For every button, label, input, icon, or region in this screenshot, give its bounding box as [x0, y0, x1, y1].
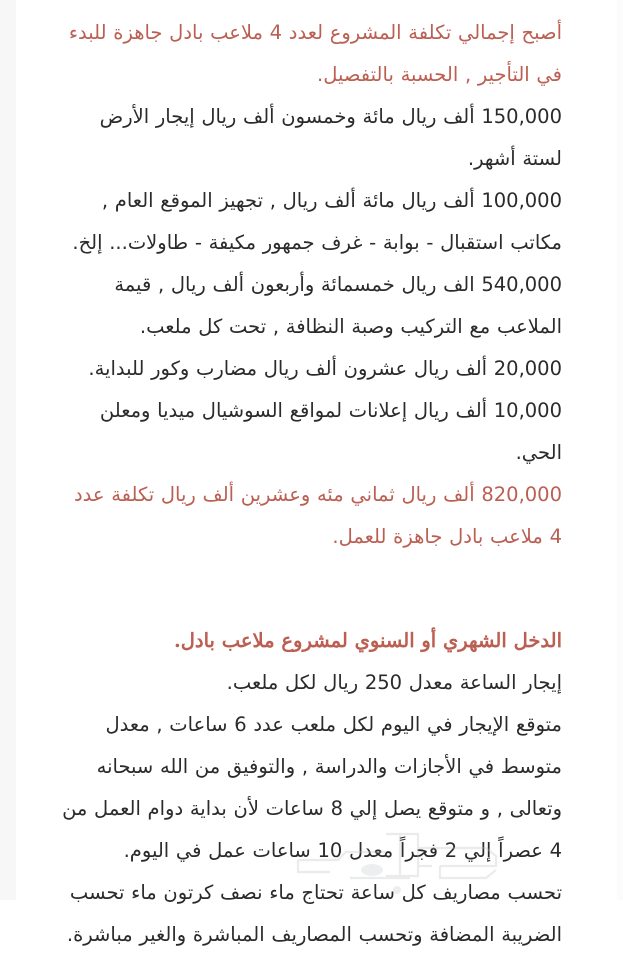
paragraph-cost-courts: 540,000 الف ريال خمسمائة وأربعون ألف ريال , قيمة الملاعب مع التركيب وصبة النظافة , تحت كل ملعب. [114, 273, 562, 338]
paragraph-cost-ads: 10,000 ألف ريال إعلانات لمواقع السوشيال ميديا ومعلن الحي. [99, 399, 562, 464]
paragraph-cost-land-rent: 150,000 ألف ريال مائة وخمسون ألف ريال إيجار الأرض لستة أشهر. [99, 105, 562, 170]
paragraph-hourly-rate: إيجار الساعة معدل 250 ريال لكل ملعب. [226, 671, 562, 694]
income-section-heading: الدخل الشهري أو السنوي لمشروع ملاعب بادل. [173, 629, 562, 652]
page-left-edge-strip [0, 0, 16, 900]
paragraph-intro: أصبح إجمالي تكلفة المشروع لعدد 4 ملاعب بادل جاهزة للبدء في التأجير , الحسبة بالتفصيل. [68, 21, 562, 86]
paragraph-cost-rackets: 20,000 ألف ريال عشرون ألف ريال مضارب وكور للبداية. [88, 357, 562, 380]
paragraph-expenses-note: تحسب مصاريف كل ساعة تحتاج ماء نصف كرتون ماء تحسب الضريبة المضافة وتحسب المصاريف المباشرة والغير مباشرة. [66, 881, 562, 946]
income-section [61, 620, 562, 956]
cost-breakdown-section [61, 12, 562, 558]
document-page [61, 0, 562, 946]
section-divider-spacer [61, 558, 562, 620]
page-top-spacer [61, 0, 562, 12]
paragraph-cost-site-prep: 100,000 ألف ريال مائة ألف ريال , تجهيز الموقع العام , مكاتب استقبال - بوابة - غرف جمهور مكيفة - طاولات... إلخ. [72, 189, 562, 254]
paragraph-cost-total: 820,000 ألف ريال ثماني مئه وعشرين ألف ريال تكلفة عدد 4 ملاعب بادل جاهزة للعمل. [73, 483, 562, 548]
paragraph-expected-hours: متوقع الإيجار في اليوم لكل ملعب عدد 6 ساعات , معدل متوسط في الأجازات والدراسة , والتوفيق من الله سبحانه وتعالى , و متوقع يصل إلي 8 ساعات لأن بداية دوام العمل من 4 عصراً إلي 2 فجراً معدل 10 ساعات عمل في اليوم. [62, 713, 562, 862]
page-right-edge-strip [617, 0, 623, 900]
